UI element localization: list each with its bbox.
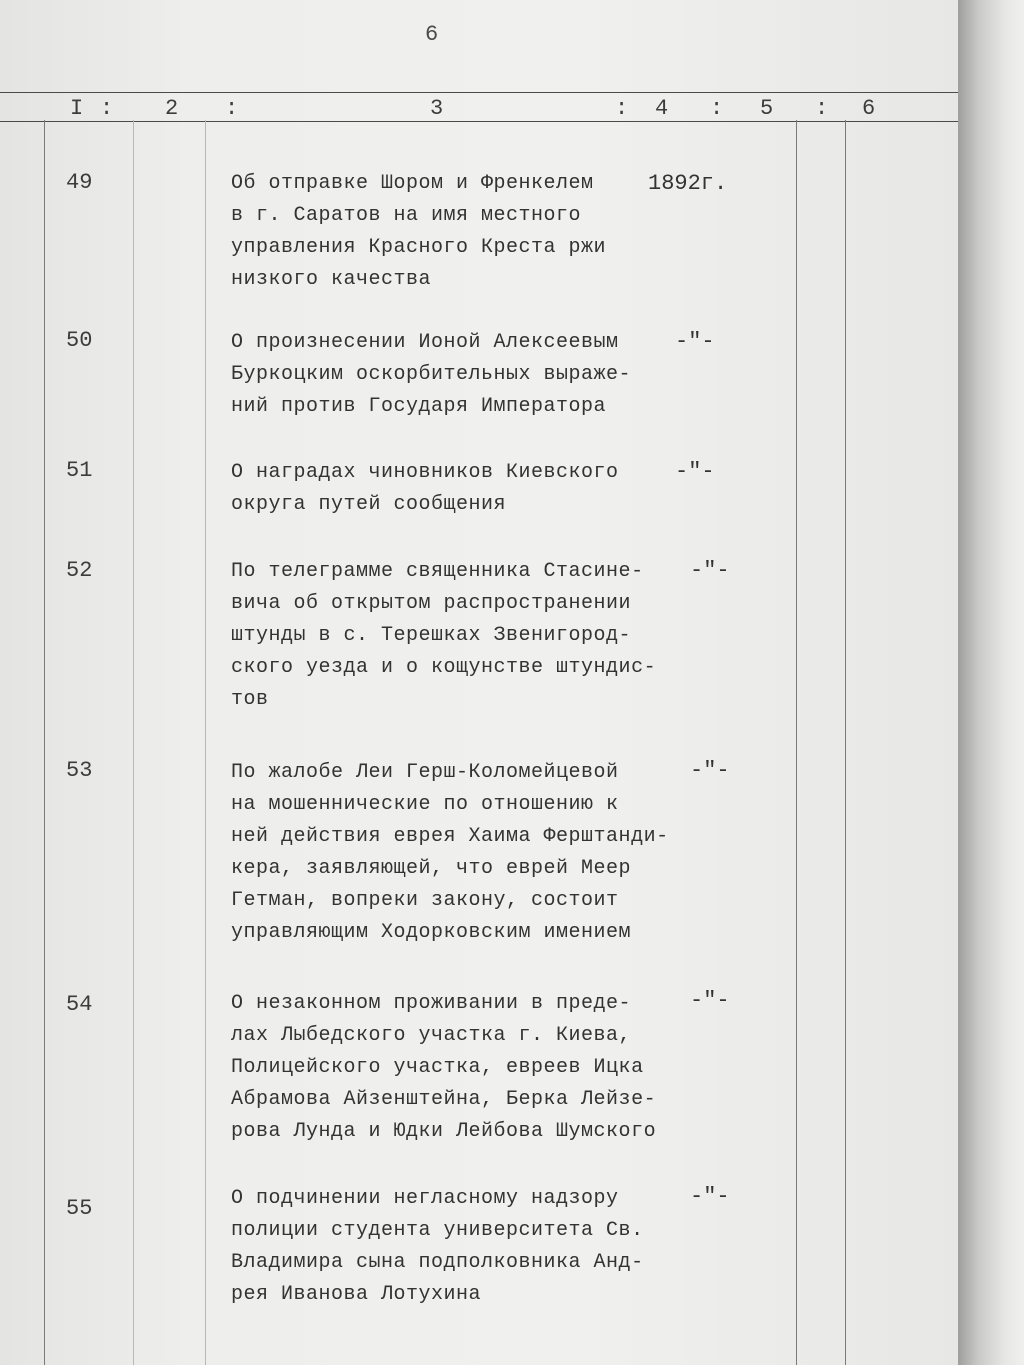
header-top-rule	[0, 92, 958, 93]
column-divider	[205, 120, 206, 1365]
header-separator: :	[815, 96, 829, 121]
row-date: -"-	[675, 459, 715, 484]
column-divider	[133, 120, 134, 1365]
column-divider	[796, 120, 797, 1365]
header-separator: :	[100, 96, 114, 121]
row-date: 1892г.	[648, 171, 728, 196]
row-number: 54	[66, 992, 93, 1017]
page-edge	[958, 0, 1024, 1365]
row-date: -"-	[690, 758, 730, 783]
header-separator: :	[225, 96, 239, 121]
row-date: -"-	[690, 988, 730, 1013]
page-number: 6	[425, 22, 439, 47]
column-divider	[845, 120, 846, 1365]
header-separator: :	[615, 96, 629, 121]
header-col-4: 4	[655, 96, 669, 121]
row-description: По жалобе Леи Герш-Коломейцевой на мошеннические по отношению к ней действия еврея Хаима Ферштанди- кера, заявляющей, что еврей Меер Гетман, вопреки закону, состоит управляющим Ходорковским имением	[231, 761, 669, 944]
row-date: -"-	[690, 1184, 730, 1209]
row-description: О подчинении негласному надзору полиции студента университета Св. Владимира сына подполковника Анд- рея Иванова Лотухина	[231, 1187, 644, 1306]
row-date: -"-	[690, 558, 730, 583]
row-number: 55	[66, 1196, 93, 1221]
header-col-5: 5	[760, 96, 774, 121]
header-bottom-rule	[0, 121, 958, 122]
row-description: Об отправке Шором и Френкелем в г. Саратов на имя местного управления Красного Креста ржи низкого качества	[231, 172, 607, 291]
row-number: 51	[66, 458, 93, 483]
row-description: О наградах чиновников Киевского округа путей сообщения	[231, 461, 619, 516]
row-number: 50	[66, 328, 93, 353]
header-col-3: 3	[430, 96, 444, 121]
row-number: 53	[66, 758, 93, 783]
row-number: 52	[66, 558, 93, 583]
row-description: О незаконном проживании в преде- лах Лыбедского участка г. Киева, Полицейского участка, евреев Ицка Абрамова Айзенштейна, Берка Лейзе- рова Лунда и Юдки Лейбова Шумского	[231, 992, 657, 1143]
row-description: По телеграмме священника Стасине- вича об открытом распространении штунды в с. Терешках Звенигород- ского уезда и о кощунстве штундис- тов	[231, 560, 657, 711]
row-number: 49	[66, 170, 93, 195]
row-description: О произнесении Ионой Алексеевым Буркоцким оскорбительных выраже- ний против Государя Императора	[231, 331, 632, 418]
header-col-1: I	[70, 96, 84, 121]
header-col-2: 2	[165, 96, 179, 121]
column-divider	[44, 120, 45, 1365]
header-col-6: 6	[862, 96, 876, 121]
header-separator: :	[710, 96, 724, 121]
row-date: -"-	[675, 329, 715, 354]
